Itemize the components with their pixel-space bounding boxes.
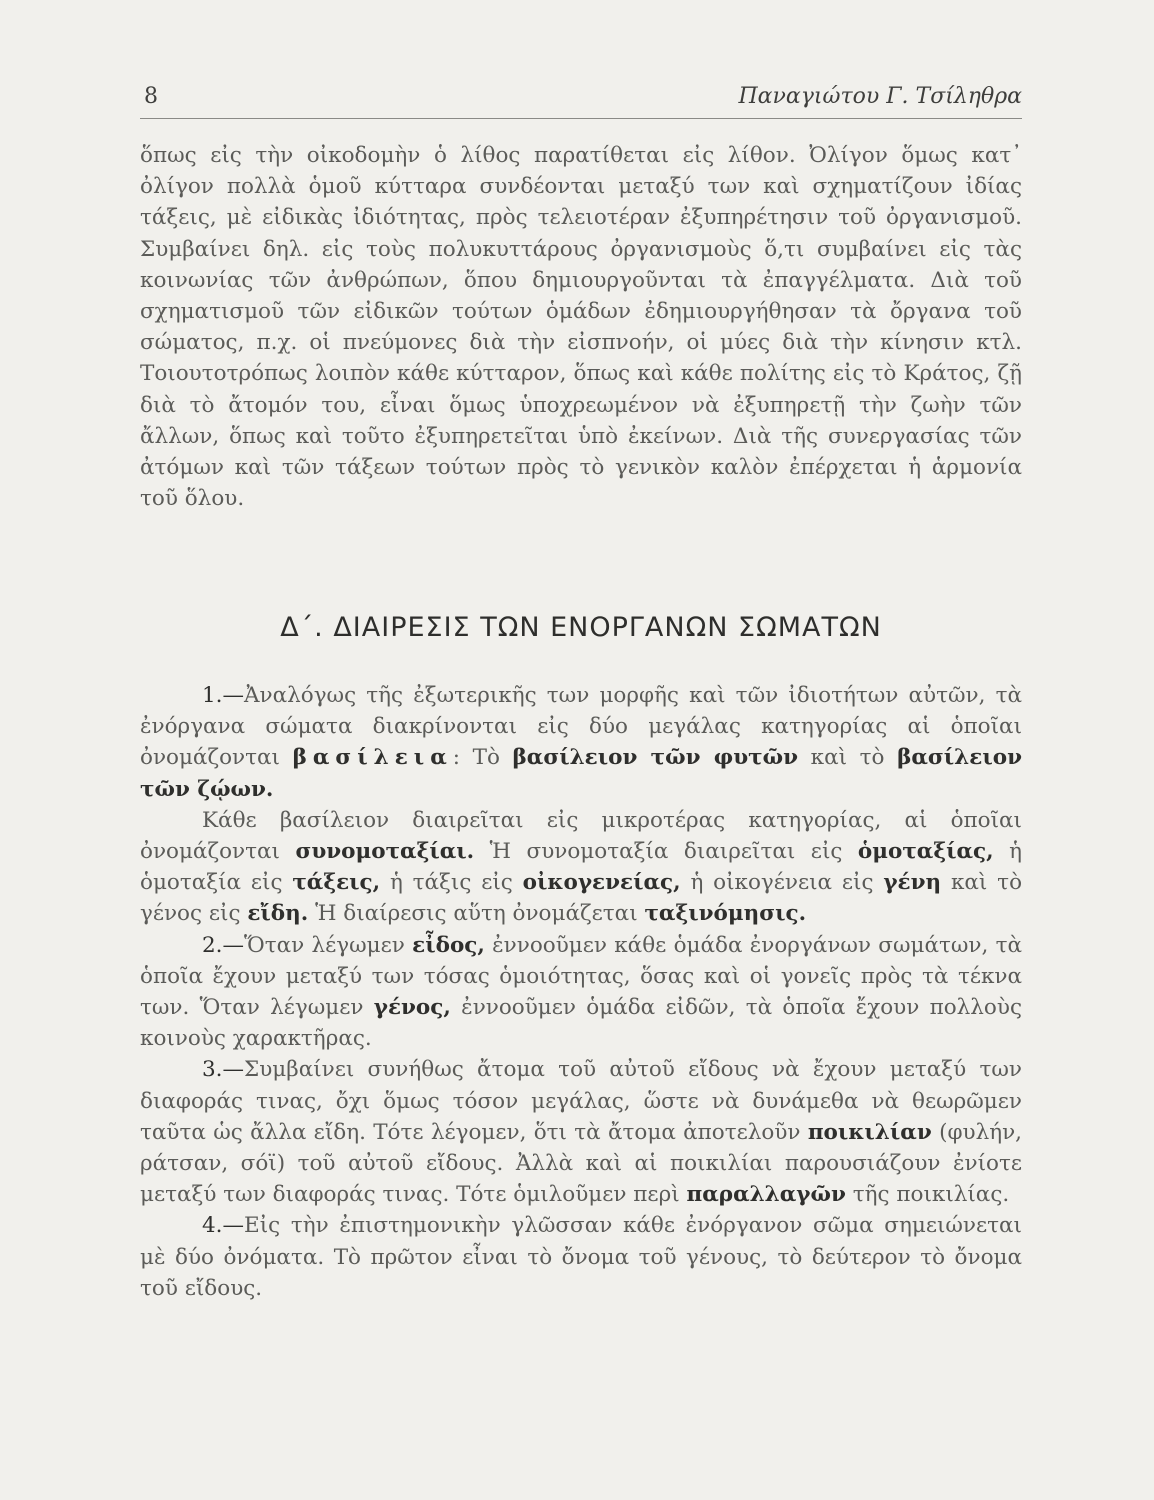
paragraph-4: 3.—Συμβαίνει συνήθως ἄτομα τοῦ αὐτοῦ εἴδους νὰ ἔχουν μεταξύ των διαφοράς τινας, ὄχι ὅμως τόσον μεγάλας, ὥστε νὰ δυνάμεθα νὰ θεωρῶμεν ταῦτα ὡς ἄλλα εἴδη. Τότε λέγομεν, ὅτι τὰ ἄτομα ἀποτελοῦν ποικιλίαν (φυλήν, ράτσαν, σόϊ) τοῦ αὐτοῦ εἴδους. Ἀλλὰ καὶ αἱ ποικιλίαι παρουσιάζουν ἐνίοτε μεταξύ των διαφοράς τινας. Τότε ὁμιλοῦμεν περὶ παραλλαγῶν τῆς ποικιλίας. — [140, 1057, 1022, 1208]
emphasis-term: γένη — [883, 870, 942, 896]
emphasis-term: ποικιλίαν — [807, 1119, 932, 1145]
emphasis-term: βασίλειον τῶν φυτῶν — [512, 745, 799, 771]
paragraph-5: 4.—Εἰς τὴν ἐπιστημονικὴν γλῶσσαν κάθε ἐνόργανον σῶμα σημειώνεται μὲ δύο ὀνόματα. Τὸ πρῶτον εἶναι τὸ ὄνομα τοῦ γένους, τὸ δεύτερον τὸ ὄνομα τοῦ εἴδους. — [140, 1213, 1022, 1301]
emphasis-term: παραλλαγῶν — [686, 1182, 846, 1208]
paragraph-2: Κάθε βασίλειον διαιρεῖται εἰς μικροτέρας κατηγορίας, αἱ ὁποῖαι ὀνομάζονται συνομοταξίαι. Ἡ συνομοταξία διαιρεῖται εἰς ὁμοταξίας, ἡ ὁμοταξία εἰς τάξεις, ἡ τάξις εἰς οἰκογενείας, ἡ οἰκογένεια εἰς γένη καὶ τὸ γένος εἰς εἴδη. Ἡ διαίρεσις αὕτη ὀνομάζεται ταξινόμησις. — [140, 807, 1023, 927]
paragraph-number: 3.— — [202, 1057, 245, 1083]
emphasis-term: εἴδη. — [247, 901, 309, 927]
emphasis-term: ταξινόμησις. — [644, 901, 807, 927]
paragraph-3: 2.—Ὅταν λέγωμεν εἶδος, ἐννοοῦμεν κάθε ὁμάδα ἐνοργάνων σωμάτων, τὰ ὁποῖα ἔχουν μεταξύ των τόσας ὁμοιότητας, ὅσας καὶ οἱ γονεῖς πρὸς τὰ τέκνα των. Ὅταν λέγωμεν γένος, ἐννοοῦμεν ὁμάδα εἰδῶν, τὰ ὁποῖα ἔχουν πολλοὺς κοινοὺς χαρακτῆρας. — [140, 932, 1023, 1052]
emphasis-term: εἶδος, — [412, 932, 485, 958]
paragraph-number: 2.— — [202, 932, 245, 958]
intro-text — [140, 140, 1022, 514]
page-header — [140, 82, 1022, 119]
emphasis-term: οἰκογενείας, — [522, 870, 681, 896]
running-head: Παναγιώτου Γ. Τσίληθρα — [738, 84, 1022, 109]
paragraph-number: 1.— — [202, 683, 245, 708]
emphasis-term: τάξεις, — [292, 870, 381, 896]
emphasis-term: βασίλεια — [292, 745, 453, 771]
section-body — [140, 680, 1022, 1304]
intro-paragraph: ὅπως εἰς τὴν οἰκοδομὴν ὁ λίθος παρατίθεται εἰς λίθον. Ὀλίγον ὅμως κατ᾽ ὀλίγον πολλὰ ὁμοῦ κύτταρα συνδέονται μεταξύ των καὶ σχηματίζουν ἰδίας τάξεις, μὲ εἰδικὰς ἰδιότητας, πρὸς τελειοτέραν ἐξυπηρέτησιν τοῦ ὀργανισμοῦ. Συμβαίνει δηλ. εἰς τοὺς πολυκυττάρους ὀργανισμοὺς ὅ,τι συμβαίνει εἰς τὰς κοινωνίας τῶν ἀνθρώπων, ὅπου δημιουργοῦνται τὰ ἐπαγγέλματα. Διὰ τοῦ σχηματισμοῦ τῶν εἰδικῶν τούτων ὁμάδων ἐδημιουργήθησαν τὰ ὄργανα τοῦ σώματος, π.χ. οἱ πνεύμονες διὰ τὴν εἰσπνοήν, οἱ μύες διὰ τὴν κίνησιν κτλ. Τοιουτοτρόπως λοιπὸν κάθε κύτταρον, ὅπως καὶ κάθε πολίτης εἰς τὸ Κράτος, ζῇ διὰ τὸ ἄτομόν του, εἶναι ὅμως ὑποχρεωμένον νὰ ἐξυπηρετῇ τὴν ζωὴν τῶν ἄλλων, ὅπως καὶ τοῦτο ἐξυπηρετεῖται ὑπὸ ἐκείνων. Διὰ τῆς συνεργασίας τῶν ἀτόμων καὶ τῶν τάξεων τούτων πρὸς τὸ γενικὸν καλὸν ἐπέρχεται ἡ ἁρμονία τοῦ ὅλου. — [140, 143, 1022, 512]
emphasis-term: γένος, — [373, 995, 451, 1021]
emphasis-term: ὁμοταξίας, — [857, 839, 994, 865]
section-heading: Δ΄. ΔΙΑΙΡΕΣΙΣ ΤΩΝ ΕΝΟΡΓΑΝΩΝ ΣΩΜΑΤΩΝ — [280, 612, 882, 643]
emphasis-term: συνομοταξίαι. — [295, 839, 475, 865]
page-number: 8 — [144, 84, 158, 109]
paragraph-1: 1.—Ἀναλόγως τῆς ἐξωτερικῆς των μορφῆς καὶ τῶν ἰδιοτήτων αὐτῶν, τὰ ἐνόργανα σώματα διακρίνονται εἰς δύο μεγάλας κατηγορίας αἱ ὁποῖαι ὀνομάζονται βασίλεια: Τὸ βασίλειον τῶν φυτῶν καὶ τὸ βασίλειον τῶν ζῴων. — [140, 683, 1022, 802]
emphasis-term: βασίλειον τῶν ζῴων. — [140, 745, 1022, 802]
paragraph-number: 4.— — [202, 1213, 245, 1239]
